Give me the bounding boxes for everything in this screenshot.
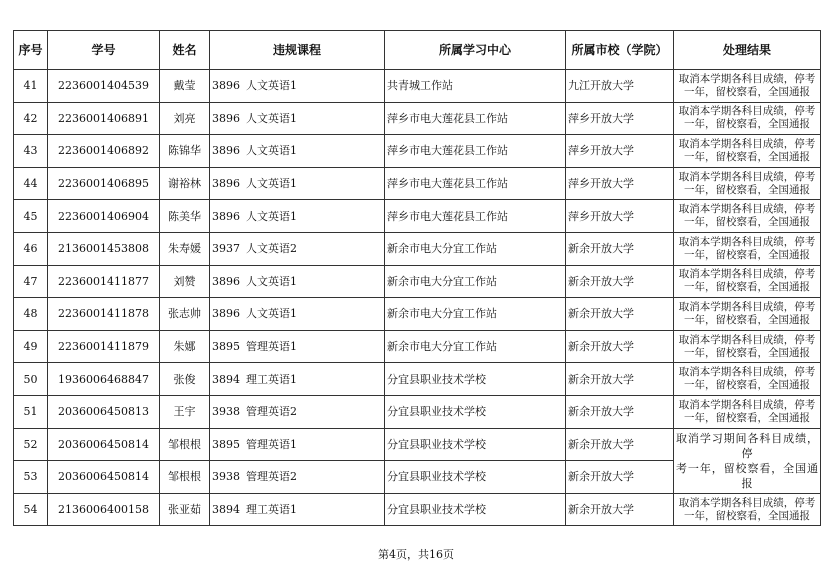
cell-result: [674, 493, 821, 526]
course-code: 3896: [212, 209, 240, 223]
cell-result: [674, 298, 821, 331]
cell-no: 42: [14, 102, 48, 135]
course-name: 人文英语1: [246, 307, 297, 321]
result-line: 一年，留校察看，全国通报: [684, 313, 810, 326]
result-line: 一年，留校察看，全国通报: [684, 411, 810, 424]
result-line: 一年，留校察看，全国通报: [684, 85, 810, 98]
cell-name: 朱寿媛: [160, 232, 210, 265]
result-line: 取消本学期各科目成绩，停考: [678, 105, 816, 118]
header-name: 姓名: [160, 31, 210, 70]
result-line: 取消本学期各科目成绩，停考: [678, 203, 816, 216]
cell-no: 41: [14, 70, 48, 103]
cell-student-id: 2236001406904: [48, 200, 160, 233]
cell-course: [210, 298, 385, 331]
course-name: 管理英语1: [246, 340, 297, 354]
table-header-row: [14, 31, 821, 70]
table-row: [14, 395, 821, 428]
cell-result: [674, 363, 821, 396]
cell-course: [210, 102, 385, 135]
cell-result: [674, 102, 821, 135]
cell-course: [210, 70, 385, 103]
result-line: 一年，留校察看，全国通报: [684, 346, 810, 359]
table-row: [14, 200, 821, 233]
cell-course: [210, 265, 385, 298]
header-course: 违规课程: [210, 31, 385, 70]
cell-school: 九江开放大学: [566, 70, 674, 103]
cell-school: 新余开放大学: [566, 493, 674, 526]
cell-course: [210, 395, 385, 428]
result-line: 一年，留校察看，全国通报: [684, 150, 810, 163]
cell-result: [674, 135, 821, 168]
result-line: 取消学习期间各科目成绩，停: [676, 431, 818, 460]
course-name: 人文英语1: [246, 144, 297, 158]
table-row: [14, 102, 821, 135]
cell-course: [210, 493, 385, 526]
result-line: 取消本学期各科目成绩，停考: [678, 366, 816, 379]
cell-school: 萍乡开放大学: [566, 102, 674, 135]
cell-no: 47: [14, 265, 48, 298]
cell-no: 44: [14, 167, 48, 200]
header-student-id: 学号: [48, 31, 160, 70]
cell-course: [210, 135, 385, 168]
course-name: 人文英语2: [246, 242, 297, 256]
cell-name: 邹根根: [160, 461, 210, 494]
violation-table: [13, 30, 821, 526]
course-name: 人文英语1: [246, 79, 297, 93]
course-name: 人文英语1: [246, 209, 297, 223]
result-line: 一年，留校察看，全国通报: [684, 281, 810, 294]
result-line: 取消本学期各科目成绩，停考: [678, 235, 816, 248]
course-code: 3895: [212, 340, 240, 354]
cell-name: 朱娜: [160, 330, 210, 363]
cell-name: 张俊: [160, 363, 210, 396]
cell-result-merged: [674, 428, 821, 493]
table-row: [14, 428, 821, 461]
cell-school: 萍乡开放大学: [566, 200, 674, 233]
result-line: 一年，留校察看，全国通报: [684, 248, 810, 261]
cell-center: 分宜县职业技术学校: [385, 363, 566, 396]
course-name: 管理英语2: [246, 405, 297, 419]
header-school: 所属市校（学院）: [566, 31, 674, 70]
cell-school: 新余开放大学: [566, 330, 674, 363]
course-name: 理工英语1: [246, 503, 297, 517]
cell-name: 刘亮: [160, 102, 210, 135]
table-row: [14, 330, 821, 363]
cell-school: 新余开放大学: [566, 232, 674, 265]
course-code: 3894: [212, 503, 240, 517]
result-line: 取消本学期各科目成绩，停考: [678, 72, 816, 85]
cell-school: 新余开放大学: [566, 265, 674, 298]
cell-course: [210, 428, 385, 461]
cell-name: 谢裕林: [160, 167, 210, 200]
cell-center: 分宜县职业技术学校: [385, 395, 566, 428]
result-line: 一年，留校察看，全国通报: [684, 379, 810, 392]
table-row: [14, 232, 821, 265]
course-name: 人文英语1: [246, 177, 297, 191]
cell-no: 49: [14, 330, 48, 363]
cell-school: 新余开放大学: [566, 395, 674, 428]
table-row: [14, 167, 821, 200]
cell-school: 萍乡开放大学: [566, 135, 674, 168]
course-code: 3938: [212, 470, 240, 484]
result-line: 取消本学期各科目成绩，停考: [678, 300, 816, 313]
course-name: 人文英语1: [246, 274, 297, 288]
course-code: 3938: [212, 405, 240, 419]
course-code: 3896: [212, 144, 240, 158]
header-result: 处理结果: [674, 31, 821, 70]
cell-no: 50: [14, 363, 48, 396]
course-code: 3896: [212, 79, 240, 93]
cell-student-id: 2236001411877: [48, 265, 160, 298]
cell-name: 张志帅: [160, 298, 210, 331]
cell-student-id: 2236001406895: [48, 167, 160, 200]
cell-center: 新余市电大分宜工作站: [385, 232, 566, 265]
result-line: 取消本学期各科目成绩，停考: [678, 333, 816, 346]
result-line: 取消本学期各科目成绩，停考: [678, 268, 816, 281]
course-name: 理工英语1: [246, 372, 297, 386]
cell-no: 53: [14, 461, 48, 494]
cell-result: [674, 200, 821, 233]
cell-result: [674, 395, 821, 428]
cell-no: 48: [14, 298, 48, 331]
cell-no: 51: [14, 395, 48, 428]
cell-course: [210, 232, 385, 265]
result-line: 考一年，留校察看，全国通报: [676, 461, 818, 490]
cell-name: 邹根根: [160, 428, 210, 461]
table-row: [14, 363, 821, 396]
header-center: 所属学习中心: [385, 31, 566, 70]
table-row: [14, 70, 821, 103]
result-line: 取消本学期各科目成绩，停考: [678, 137, 816, 150]
cell-student-id: 2236001404539: [48, 70, 160, 103]
table-row: [14, 493, 821, 526]
cell-result: [674, 330, 821, 363]
cell-school: 新余开放大学: [566, 298, 674, 331]
cell-name: 陈美华: [160, 200, 210, 233]
cell-center: 新余市电大分宜工作站: [385, 330, 566, 363]
course-name: 人文英语1: [246, 111, 297, 125]
cell-course: [210, 167, 385, 200]
cell-course: [210, 330, 385, 363]
cell-center: 分宜县职业技术学校: [385, 428, 566, 461]
result-line: 取消本学期各科目成绩，停考: [678, 398, 816, 411]
cell-result: [674, 167, 821, 200]
cell-no: 43: [14, 135, 48, 168]
cell-result: [674, 70, 821, 103]
table-row: [14, 298, 821, 331]
cell-center: 分宜县职业技术学校: [385, 493, 566, 526]
cell-name: 刘赞: [160, 265, 210, 298]
cell-course: [210, 363, 385, 396]
cell-student-id: 2236001406891: [48, 102, 160, 135]
cell-student-id: 2036006450813: [48, 395, 160, 428]
header-no: 序号: [14, 31, 48, 70]
course-name: 管理英语2: [246, 470, 297, 484]
result-line: 取消本学期各科目成绩，停考: [678, 496, 816, 509]
cell-school: 新余开放大学: [566, 461, 674, 494]
cell-student-id: 2236001411878: [48, 298, 160, 331]
cell-name: 张亚茹: [160, 493, 210, 526]
result-line: 一年，留校察看，全国通报: [684, 216, 810, 229]
cell-student-id: 2136006400158: [48, 493, 160, 526]
course-code: 3896: [212, 111, 240, 125]
cell-center: 新余市电大分宜工作站: [385, 298, 566, 331]
course-code: 3896: [212, 177, 240, 191]
cell-school: 新余开放大学: [566, 428, 674, 461]
cell-result: [674, 232, 821, 265]
cell-center: 萍乡市电大莲花县工作站: [385, 102, 566, 135]
page-footer: 第4页，共16页: [378, 548, 454, 561]
cell-student-id: 2036006450814: [48, 428, 160, 461]
cell-student-id: 2036006450814: [48, 461, 160, 494]
cell-student-id: 1936006468847: [48, 363, 160, 396]
cell-no: 46: [14, 232, 48, 265]
result-line: 一年，留校察看，全国通报: [684, 118, 810, 131]
course-code: 3894: [212, 372, 240, 386]
cell-center: 新余市电大分宜工作站: [385, 265, 566, 298]
cell-center: 萍乡市电大莲花县工作站: [385, 200, 566, 233]
cell-school: 萍乡开放大学: [566, 167, 674, 200]
result-line: 取消本学期各科目成绩，停考: [678, 170, 816, 183]
course-code: 3896: [212, 274, 240, 288]
cell-student-id: 2136001453808: [48, 232, 160, 265]
cell-school: 新余开放大学: [566, 363, 674, 396]
cell-no: 45: [14, 200, 48, 233]
cell-no: 54: [14, 493, 48, 526]
table-row: [14, 135, 821, 168]
table-row: [14, 265, 821, 298]
cell-center: 分宜县职业技术学校: [385, 461, 566, 494]
cell-course: [210, 200, 385, 233]
course-code: 3937: [212, 242, 240, 256]
cell-name: 王宇: [160, 395, 210, 428]
cell-center: 萍乡市电大莲花县工作站: [385, 135, 566, 168]
cell-center: 萍乡市电大莲花县工作站: [385, 167, 566, 200]
cell-no: 52: [14, 428, 48, 461]
cell-student-id: 2236001411879: [48, 330, 160, 363]
result-line: 一年，留校察看，全国通报: [684, 509, 810, 522]
cell-student-id: 2236001406892: [48, 135, 160, 168]
cell-course: [210, 461, 385, 494]
cell-center: 共青城工作站: [385, 70, 566, 103]
cell-name: 陈锦华: [160, 135, 210, 168]
cell-name: 戴莹: [160, 70, 210, 103]
result-line: 一年，留校察看，全国通报: [684, 183, 810, 196]
course-code: 3896: [212, 307, 240, 321]
course-name: 管理英语1: [246, 437, 297, 451]
cell-result: [674, 265, 821, 298]
course-code: 3895: [212, 437, 240, 451]
